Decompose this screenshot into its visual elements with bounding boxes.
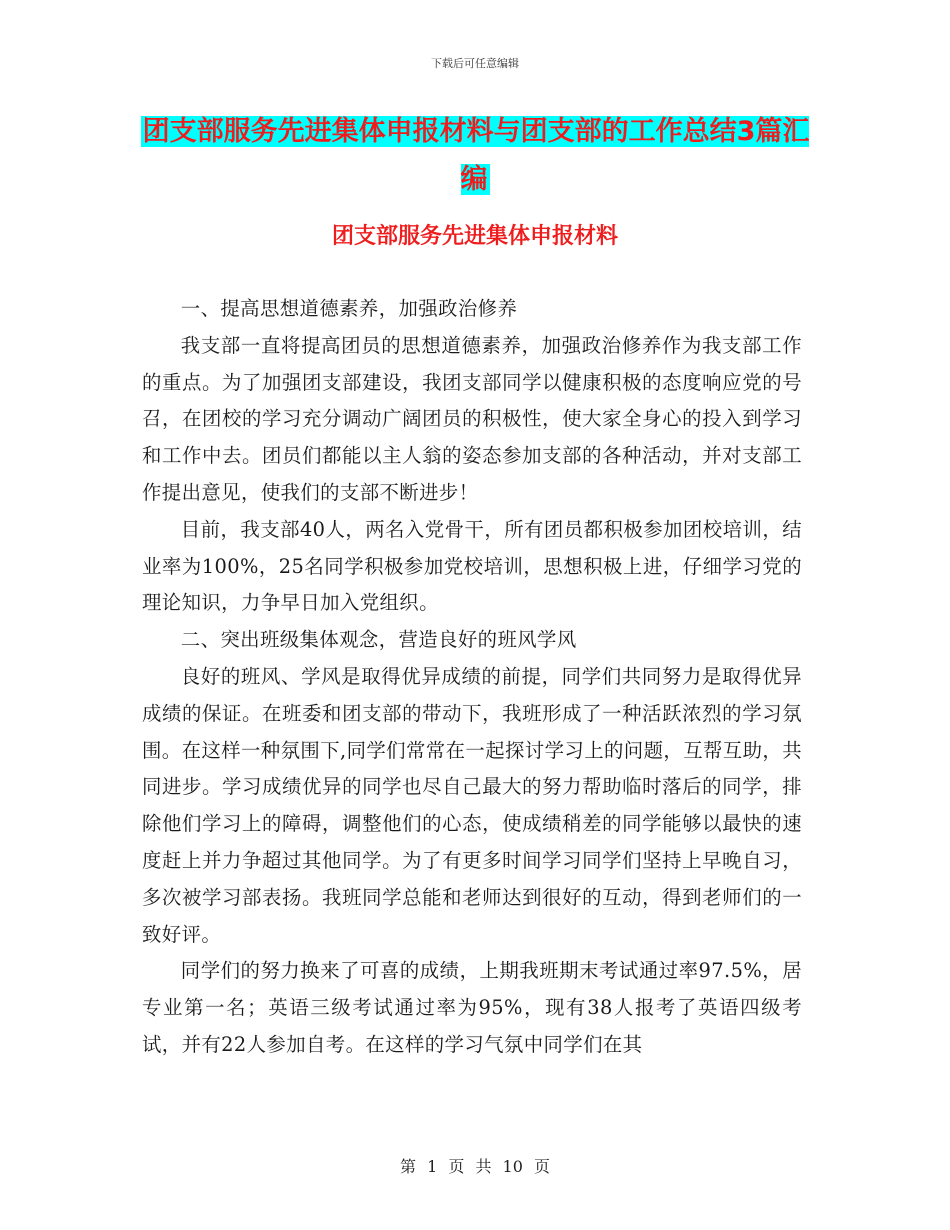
section-title: 团支部服务先进集体申报材料 (331, 224, 618, 249)
paragraph: 目前，我支部40人，两名入党骨干，所有团员都积极参加团校培训，结业率为100%，25名同学积极参加党校培训，思想积极上进，仔细学习党的理论知识，力争早日加入党组织。 (142, 517, 802, 615)
paragraph: 我支部一直将提高团员的思想道德素养，加强政治修养作为我支部工作的重点。为了加强团支部建设，我团支部同学以健康积极的态度响应党的号召，在团校的学习充分调动广阔团员的积极性，使大家全身心的投入到学习和工作中去。团员们都能以主人翁的姿态参加支部的各种活动，并对支部工作提出意见，使我们的支部不断进步！ (142, 333, 802, 504)
paragraph: 同学们的努力换来了可喜的成绩，上期我班期末考试通过率97.5%，居专业第一名；英语三级考试通过率为95%，现有38人报考了英语四级考试，并有22人参加自考。在这样的学习气氛中同学们在其 (142, 959, 802, 1056)
heading-1: 一、提高思想道德素养，加强政治修养 (180, 297, 518, 320)
page-number: 第 1 页 共 10 页 (400, 1157, 550, 1176)
document-title (140, 108, 810, 204)
document-title-text: 团支部服务先进集体申报材料与团支部的工作总结3篇汇编 (142, 116, 810, 195)
page-header-note: 下载后可任意编辑 (431, 57, 519, 70)
paragraph: 良好的班风、学风是取得优异成绩的前提，同学们共同努力是取得优异成绩的保证。在班委和团支部的带动下，我班形成了一种活跃浓烈的学习氛围。在这样一种氛围下,同学们常常在一起探讨学习上的问题，互帮互助，共同进步。学习成绩优异的同学也尽自己最大的努力帮助临时落后的同学，排除他们学习上的障碍，调整他们的心态，使成绩稍差的同学能够以最快的速度赶上并力争超过其他同学。为了有更多时间学习同学们坚持上早晚自习，多次被学习部表扬。我班同学总能和老师达到很好的互动，得到老师们的一致好评。 (142, 664, 802, 946)
document-body (142, 291, 802, 1064)
heading-2: 二、突出班级集体观念，营造良好的班风学风 (180, 628, 577, 652)
